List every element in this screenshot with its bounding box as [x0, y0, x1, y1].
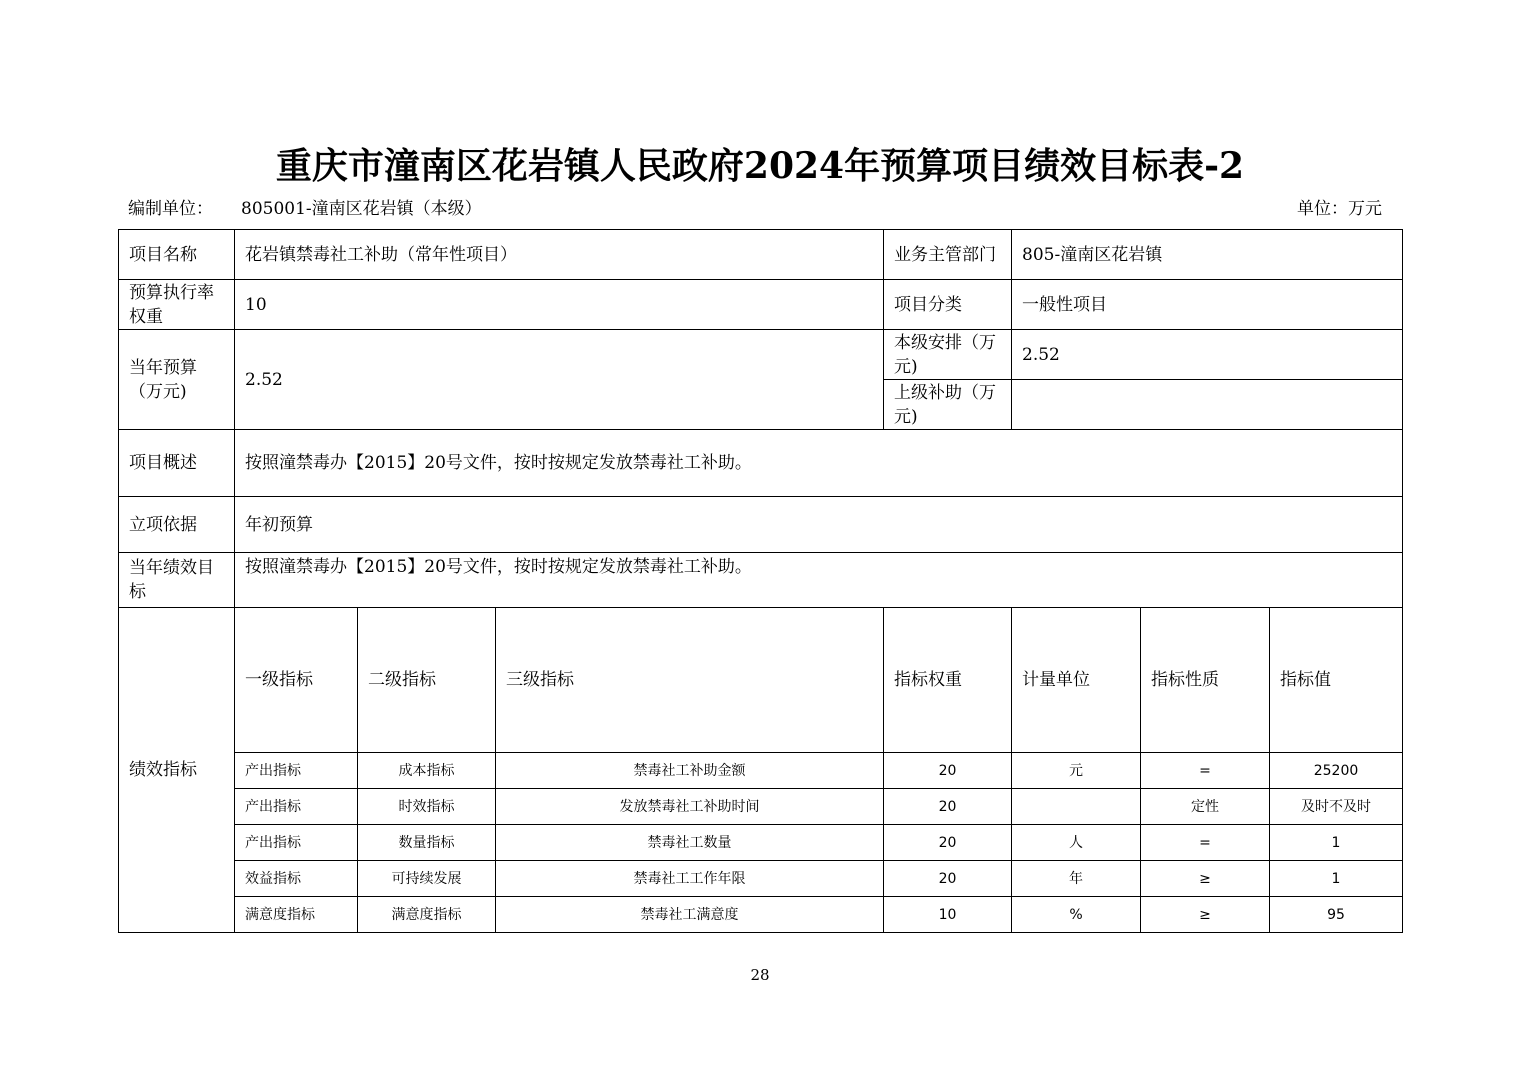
weight-cell: 10: [884, 897, 1012, 933]
unit-cell: [1012, 789, 1141, 825]
summary-value: 按照潼禁毒办【2015】20号文件，按时按规定发放禁毒社工补助。: [235, 430, 1403, 497]
performance-table: [118, 229, 1403, 933]
level2-cell: 成本指标: [358, 753, 496, 789]
summary-label: 项目概述: [119, 430, 235, 497]
weight-cell: 20: [884, 861, 1012, 897]
level2-cell: 可持续发展: [358, 861, 496, 897]
compiling-unit-label: 编制单位：: [128, 199, 213, 219]
value-cell: 1: [1270, 825, 1403, 861]
header-cell: 计量单位: [1012, 608, 1141, 753]
header-cell: 一级指标: [235, 608, 358, 753]
level3-cell: 禁毒社工数量: [496, 825, 884, 861]
weight-cell: 20: [884, 753, 1012, 789]
table-row: [119, 825, 1403, 861]
value-cell: 95: [1270, 897, 1403, 933]
level1-cell: 产出指标: [235, 825, 358, 861]
dept-label: 业务主管部门: [884, 230, 1012, 280]
unit-cell: 年: [1012, 861, 1141, 897]
table-row: [119, 897, 1403, 933]
weight-label: 预算执行率权重: [119, 280, 235, 330]
header-cell: 三级指标: [496, 608, 884, 753]
header-cell: 指标权重: [884, 608, 1012, 753]
level3-cell: 禁毒社工工作年限: [496, 861, 884, 897]
dept-value: 805-潼南区花岩镇: [1012, 230, 1403, 280]
level1-cell: 产出指标: [235, 753, 358, 789]
budget-label: 当年预算（万元): [119, 330, 235, 430]
value-cell: 1: [1270, 861, 1403, 897]
weight-value: 10: [235, 280, 884, 330]
level2-cell: 数量指标: [358, 825, 496, 861]
nature-cell: =: [1141, 753, 1270, 789]
unit-cell: 元: [1012, 753, 1141, 789]
nature-cell: 定性: [1141, 789, 1270, 825]
table-row: [119, 861, 1403, 897]
upper-label: 上级补助（万元): [884, 380, 1012, 430]
basis-label: 立项依据: [119, 497, 235, 553]
table-row: [119, 753, 1403, 789]
category-value: 一般性项目: [1012, 280, 1403, 330]
upper-value: [1012, 380, 1403, 430]
nature-cell: ≥: [1141, 861, 1270, 897]
level1-cell: 产出指标: [235, 789, 358, 825]
compiling-unit: [128, 194, 482, 219]
category-label: 项目分类: [884, 280, 1012, 330]
level2-cell: 满意度指标: [358, 897, 496, 933]
value-cell: 25200: [1270, 753, 1403, 789]
header-cell: 二级指标: [358, 608, 496, 753]
unit-cell: %: [1012, 897, 1141, 933]
nature-cell: =: [1141, 825, 1270, 861]
goal-value: 按照潼禁毒办【2015】20号文件，按时按规定发放禁毒社工补助。: [235, 553, 1403, 608]
nature-cell: ≥: [1141, 897, 1270, 933]
unit-cell: 人: [1012, 825, 1141, 861]
compiling-unit-value: 805001-潼南区花岩镇（本级）: [241, 199, 482, 219]
level1-cell: 满意度指标: [235, 897, 358, 933]
table-row: [119, 789, 1403, 825]
header-cell: 指标值: [1270, 608, 1403, 753]
local-label: 本级安排（万元): [884, 330, 1012, 380]
level2-cell: 时效指标: [358, 789, 496, 825]
indicators-label: 绩效指标: [119, 608, 235, 933]
currency-unit: 单位：万元: [1297, 199, 1382, 219]
project-name-value: 花岩镇禁毒社工补助（常年性项目）: [235, 230, 884, 280]
indicator-header-row: [119, 608, 1403, 753]
level1-cell: 效益指标: [235, 861, 358, 897]
project-name-label: 项目名称: [119, 230, 235, 280]
value-cell: 及时不及时: [1270, 789, 1403, 825]
level3-cell: 禁毒社工满意度: [496, 897, 884, 933]
budget-value: 2.52: [235, 330, 884, 430]
weight-cell: 20: [884, 789, 1012, 825]
page-title: 重庆市潼南区花岩镇人民政府2024年预算项目绩效目标表-2: [275, 145, 1245, 187]
level3-cell: 发放禁毒社工补助时间: [496, 789, 884, 825]
local-value: 2.52: [1012, 330, 1403, 380]
weight-cell: 20: [884, 825, 1012, 861]
level3-cell: 禁毒社工补助金额: [496, 753, 884, 789]
goal-label: 当年绩效目标: [119, 553, 235, 608]
basis-value: 年初预算: [235, 497, 1403, 553]
page-number: 28: [750, 966, 770, 984]
header-cell: 指标性质: [1141, 608, 1270, 753]
